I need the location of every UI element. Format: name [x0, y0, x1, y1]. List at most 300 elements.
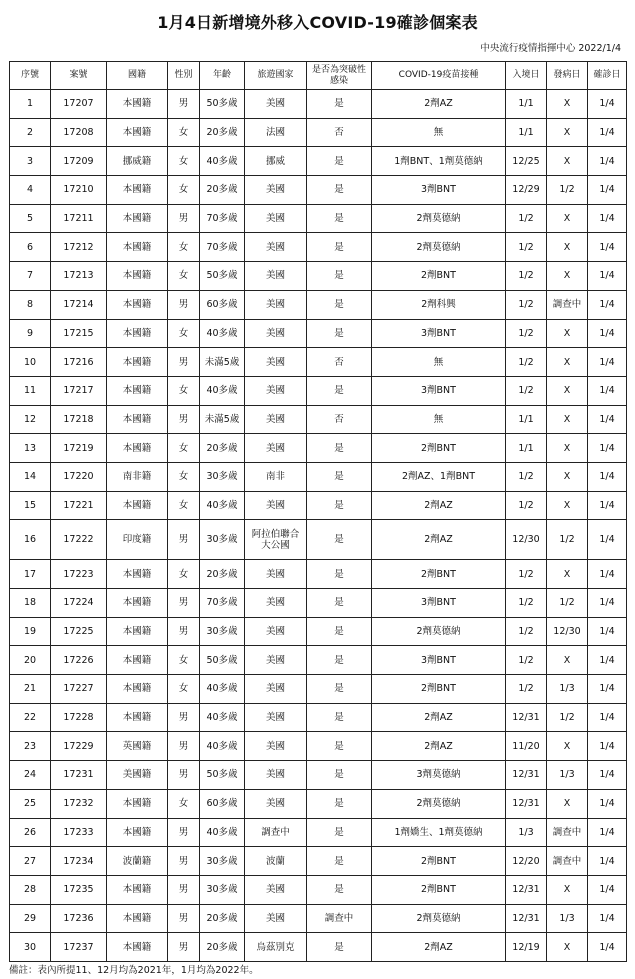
cell-travel-country: 美國	[245, 732, 307, 761]
cell-case-number: 17223	[51, 560, 107, 589]
cell-breakthrough: 是	[307, 204, 372, 233]
cell-nationality: 本國籍	[107, 703, 168, 732]
cell-entry-date: 1/2	[506, 589, 547, 618]
cell-nationality: 波蘭籍	[107, 847, 168, 876]
cell-sex: 女	[168, 118, 200, 147]
cell-nationality: 本國籍	[107, 90, 168, 119]
cell-breakthrough: 是	[307, 147, 372, 176]
table-row	[10, 560, 627, 589]
cell-breakthrough: 是	[307, 875, 372, 904]
cell-onset-date: X	[547, 560, 588, 589]
cell-vaccine: 3劑BNT	[372, 319, 506, 348]
cell-entry-date: 12/31	[506, 875, 547, 904]
cell-vaccine: 2劑BNT	[372, 262, 506, 291]
cell-onset-date: 1/2	[547, 703, 588, 732]
cell-age: 70多歲	[200, 589, 245, 618]
cell-breakthrough: 是	[307, 434, 372, 463]
cell-entry-date: 1/1	[506, 434, 547, 463]
cell-sex: 女	[168, 147, 200, 176]
table-row	[10, 789, 627, 818]
cell-case-number: 17224	[51, 589, 107, 618]
cell-breakthrough: 否	[307, 405, 372, 434]
cell-onset-date: X	[547, 90, 588, 119]
cell-entry-date: 1/2	[506, 262, 547, 291]
cell-age: 30多歲	[200, 462, 245, 491]
cell-vaccine: 2劑BNT	[372, 560, 506, 589]
cell-nationality: 本國籍	[107, 617, 168, 646]
cell-onset-date: X	[547, 405, 588, 434]
cell-breakthrough: 否	[307, 348, 372, 377]
cell-breakthrough: 是	[307, 491, 372, 520]
cell-case-number: 17235	[51, 875, 107, 904]
cell-confirm-date: 1/4	[588, 491, 627, 520]
cell-entry-date: 1/1	[506, 118, 547, 147]
cell-vaccine: 2劑莫德納	[372, 204, 506, 233]
cell-travel-country: 美國	[245, 675, 307, 704]
cell-case-number: 17211	[51, 204, 107, 233]
cell-vaccine: 3劑BNT	[372, 646, 506, 675]
cell-case-number: 17229	[51, 732, 107, 761]
cell-entry-date: 1/2	[506, 319, 547, 348]
table-row	[10, 847, 627, 876]
cell-entry-date: 1/2	[506, 560, 547, 589]
cell-sex: 女	[168, 319, 200, 348]
cell-entry-date: 1/2	[506, 348, 547, 377]
cell-confirm-date: 1/4	[588, 90, 627, 119]
cell-sex: 男	[168, 90, 200, 119]
cell-index: 24	[10, 761, 51, 790]
cell-index: 20	[10, 646, 51, 675]
cell-onset-date: X	[547, 789, 588, 818]
cell-age: 40多歲	[200, 732, 245, 761]
cell-vaccine: 2劑莫德納	[372, 617, 506, 646]
cell-breakthrough: 是	[307, 646, 372, 675]
cell-nationality: 本國籍	[107, 904, 168, 933]
cell-confirm-date: 1/4	[588, 176, 627, 205]
cell-entry-date: 1/1	[506, 90, 547, 119]
cell-onset-date: 1/2	[547, 589, 588, 618]
cell-travel-country: 美國	[245, 405, 307, 434]
cell-onset-date: X	[547, 147, 588, 176]
cell-sex: 男	[168, 703, 200, 732]
cell-sex: 男	[168, 818, 200, 847]
cell-onset-date: 調查中	[547, 290, 588, 319]
cell-nationality: 本國籍	[107, 589, 168, 618]
cell-vaccine: 2劑科興	[372, 290, 506, 319]
cell-confirm-date: 1/4	[588, 118, 627, 147]
cell-vaccine: 2劑莫德納	[372, 904, 506, 933]
cell-age: 20多歲	[200, 560, 245, 589]
cell-nationality: 本國籍	[107, 675, 168, 704]
cell-sex: 女	[168, 434, 200, 463]
cell-entry-date: 12/31	[506, 904, 547, 933]
cell-confirm-date: 1/4	[588, 617, 627, 646]
cell-case-number: 17236	[51, 904, 107, 933]
cell-confirm-date: 1/4	[588, 589, 627, 618]
header-breakthrough: 是否為突破性感染	[307, 62, 372, 90]
cell-age: 40多歲	[200, 147, 245, 176]
cell-travel-country: 美國	[245, 204, 307, 233]
cell-onset-date: 1/3	[547, 761, 588, 790]
cell-vaccine: 2劑莫德納	[372, 233, 506, 262]
cell-travel-country: 南非	[245, 462, 307, 491]
cell-confirm-date: 1/4	[588, 405, 627, 434]
cell-index: 29	[10, 904, 51, 933]
table-row	[10, 491, 627, 520]
cell-age: 40多歲	[200, 818, 245, 847]
cell-breakthrough: 是	[307, 732, 372, 761]
cell-case-number: 17212	[51, 233, 107, 262]
cell-travel-country: 美國	[245, 761, 307, 790]
cell-confirm-date: 1/4	[588, 147, 627, 176]
cell-vaccine: 2劑AZ	[372, 90, 506, 119]
cell-nationality: 南非籍	[107, 462, 168, 491]
cell-travel-country: 美國	[245, 617, 307, 646]
cell-nationality: 本國籍	[107, 491, 168, 520]
header-onset-date: 發病日	[547, 62, 588, 90]
cell-case-number: 17208	[51, 118, 107, 147]
table-row	[10, 118, 627, 147]
cell-sex: 女	[168, 233, 200, 262]
cell-case-number: 17221	[51, 491, 107, 520]
cell-vaccine: 2劑AZ	[372, 732, 506, 761]
cell-onset-date: X	[547, 462, 588, 491]
table-header-row	[10, 62, 627, 90]
header-travel-country: 旅遊國家	[245, 62, 307, 90]
cell-confirm-date: 1/4	[588, 520, 627, 560]
cell-travel-country: 烏茲別克	[245, 933, 307, 962]
cell-confirm-date: 1/4	[588, 560, 627, 589]
cell-case-number: 17216	[51, 348, 107, 377]
cell-onset-date: X	[547, 646, 588, 675]
cell-sex: 男	[168, 904, 200, 933]
cell-age: 60多歲	[200, 290, 245, 319]
header-vaccine: COVID-19疫苗接種	[372, 62, 506, 90]
cell-confirm-date: 1/4	[588, 434, 627, 463]
cell-breakthrough: 是	[307, 703, 372, 732]
cell-onset-date: X	[547, 376, 588, 405]
cell-case-number: 17237	[51, 933, 107, 962]
cell-vaccine: 2劑BNT	[372, 847, 506, 876]
cell-breakthrough: 是	[307, 933, 372, 962]
cell-entry-date: 12/25	[506, 147, 547, 176]
cell-index: 1	[10, 90, 51, 119]
cell-confirm-date: 1/4	[588, 818, 627, 847]
cell-case-number: 17209	[51, 147, 107, 176]
cell-travel-country: 挪威	[245, 147, 307, 176]
cell-travel-country: 美國	[245, 646, 307, 675]
cell-entry-date: 12/31	[506, 789, 547, 818]
cell-breakthrough: 是	[307, 233, 372, 262]
cell-travel-country: 美國	[245, 703, 307, 732]
cell-case-number: 17226	[51, 646, 107, 675]
cell-sex: 女	[168, 376, 200, 405]
cell-nationality: 本國籍	[107, 376, 168, 405]
cell-sex: 女	[168, 176, 200, 205]
cell-confirm-date: 1/4	[588, 376, 627, 405]
cell-index: 5	[10, 204, 51, 233]
cell-travel-country: 美國	[245, 90, 307, 119]
cell-entry-date: 12/19	[506, 933, 547, 962]
cell-case-number: 17215	[51, 319, 107, 348]
cell-index: 22	[10, 703, 51, 732]
table-row	[10, 675, 627, 704]
cell-case-number: 17213	[51, 262, 107, 291]
cell-breakthrough: 是	[307, 176, 372, 205]
table-row	[10, 646, 627, 675]
cell-travel-country: 美國	[245, 176, 307, 205]
cell-case-number: 17225	[51, 617, 107, 646]
cell-entry-date: 1/2	[506, 204, 547, 233]
cell-nationality: 本國籍	[107, 233, 168, 262]
table-row	[10, 233, 627, 262]
cell-nationality: 本國籍	[107, 560, 168, 589]
cell-age: 40多歲	[200, 675, 245, 704]
cell-onset-date: 1/3	[547, 904, 588, 933]
cell-confirm-date: 1/4	[588, 262, 627, 291]
cell-travel-country: 美國	[245, 290, 307, 319]
cell-index: 12	[10, 405, 51, 434]
cell-onset-date: X	[547, 491, 588, 520]
cell-vaccine: 2劑AZ	[372, 703, 506, 732]
cell-index: 11	[10, 376, 51, 405]
cell-index: 10	[10, 348, 51, 377]
cell-vaccine: 無	[372, 405, 506, 434]
cell-travel-country: 阿拉伯聯合大公國	[245, 520, 307, 560]
cell-age: 20多歲	[200, 933, 245, 962]
cell-nationality: 本國籍	[107, 646, 168, 675]
cell-sex: 女	[168, 262, 200, 291]
cell-entry-date: 1/2	[506, 376, 547, 405]
cell-travel-country: 美國	[245, 233, 307, 262]
cell-case-number: 17231	[51, 761, 107, 790]
cell-nationality: 本國籍	[107, 933, 168, 962]
cell-case-number: 17220	[51, 462, 107, 491]
cell-age: 未滿5歲	[200, 405, 245, 434]
cell-travel-country: 美國	[245, 875, 307, 904]
cell-entry-date: 1/2	[506, 617, 547, 646]
cell-entry-date: 1/2	[506, 290, 547, 319]
header-confirm-date: 確診日	[588, 62, 627, 90]
cell-breakthrough: 是	[307, 789, 372, 818]
cell-nationality: 本國籍	[107, 204, 168, 233]
cell-vaccine: 2劑BNT	[372, 675, 506, 704]
cell-onset-date: X	[547, 875, 588, 904]
cell-sex: 女	[168, 789, 200, 818]
cell-case-number: 17233	[51, 818, 107, 847]
cell-age: 40多歲	[200, 491, 245, 520]
cell-sex: 女	[168, 560, 200, 589]
cell-sex: 男	[168, 761, 200, 790]
cell-index: 19	[10, 617, 51, 646]
cell-age: 50多歲	[200, 90, 245, 119]
table-row	[10, 875, 627, 904]
table-row	[10, 90, 627, 119]
cell-index: 23	[10, 732, 51, 761]
cell-breakthrough: 是	[307, 560, 372, 589]
cell-travel-country: 美國	[245, 560, 307, 589]
cell-confirm-date: 1/4	[588, 319, 627, 348]
cell-travel-country: 美國	[245, 348, 307, 377]
cell-sex: 男	[168, 875, 200, 904]
cell-travel-country: 美國	[245, 434, 307, 463]
cell-confirm-date: 1/4	[588, 789, 627, 818]
cell-sex: 男	[168, 617, 200, 646]
cell-index: 3	[10, 147, 51, 176]
cell-onset-date: X	[547, 348, 588, 377]
table-row	[10, 348, 627, 377]
cell-breakthrough: 是	[307, 589, 372, 618]
cell-breakthrough: 是	[307, 675, 372, 704]
cell-onset-date: X	[547, 233, 588, 262]
cell-confirm-date: 1/4	[588, 348, 627, 377]
cell-confirm-date: 1/4	[588, 233, 627, 262]
cell-onset-date: X	[547, 319, 588, 348]
table-row	[10, 147, 627, 176]
cell-confirm-date: 1/4	[588, 462, 627, 491]
cell-vaccine: 1劑BNT、1劑莫德納	[372, 147, 506, 176]
cell-case-number: 17219	[51, 434, 107, 463]
cell-breakthrough: 是	[307, 319, 372, 348]
cell-index: 16	[10, 520, 51, 560]
cell-onset-date: X	[547, 204, 588, 233]
cell-onset-date: 1/2	[547, 520, 588, 560]
cell-age: 30多歲	[200, 875, 245, 904]
table-row	[10, 703, 627, 732]
cell-onset-date: X	[547, 732, 588, 761]
cell-age: 20多歲	[200, 176, 245, 205]
cell-case-number: 17227	[51, 675, 107, 704]
cell-entry-date: 1/1	[506, 405, 547, 434]
cell-travel-country: 美國	[245, 589, 307, 618]
cell-index: 27	[10, 847, 51, 876]
cell-sex: 男	[168, 589, 200, 618]
cell-breakthrough: 是	[307, 761, 372, 790]
cell-index: 28	[10, 875, 51, 904]
cell-entry-date: 12/29	[506, 176, 547, 205]
cell-age: 30多歲	[200, 617, 245, 646]
cell-travel-country: 美國	[245, 319, 307, 348]
cell-breakthrough: 調查中	[307, 904, 372, 933]
cell-age: 40多歲	[200, 703, 245, 732]
cell-travel-country: 波蘭	[245, 847, 307, 876]
header-sex: 性別	[168, 62, 200, 90]
cell-age: 30多歲	[200, 847, 245, 876]
table-row	[10, 262, 627, 291]
cell-travel-country: 美國	[245, 491, 307, 520]
cell-breakthrough: 否	[307, 118, 372, 147]
table-row	[10, 617, 627, 646]
cell-nationality: 本國籍	[107, 434, 168, 463]
cell-onset-date: X	[547, 434, 588, 463]
table-row	[10, 462, 627, 491]
cell-travel-country: 法國	[245, 118, 307, 147]
cell-breakthrough: 是	[307, 617, 372, 646]
cell-confirm-date: 1/4	[588, 732, 627, 761]
table-row	[10, 376, 627, 405]
cell-nationality: 美國籍	[107, 761, 168, 790]
cell-nationality: 本國籍	[107, 118, 168, 147]
cell-nationality: 挪威籍	[107, 147, 168, 176]
cell-confirm-date: 1/4	[588, 904, 627, 933]
cell-travel-country: 美國	[245, 262, 307, 291]
table-row	[10, 434, 627, 463]
cell-sex: 男	[168, 933, 200, 962]
cell-age: 20多歲	[200, 434, 245, 463]
table-row	[10, 761, 627, 790]
cell-confirm-date: 1/4	[588, 933, 627, 962]
cell-nationality: 本國籍	[107, 875, 168, 904]
cell-index: 6	[10, 233, 51, 262]
cell-index: 9	[10, 319, 51, 348]
cell-breakthrough: 是	[307, 262, 372, 291]
cell-entry-date: 1/2	[506, 491, 547, 520]
cell-nationality: 本國籍	[107, 405, 168, 434]
cell-sex: 男	[168, 520, 200, 560]
cell-entry-date: 11/20	[506, 732, 547, 761]
cell-sex: 男	[168, 348, 200, 377]
cell-age: 30多歲	[200, 520, 245, 560]
table-row	[10, 818, 627, 847]
cell-confirm-date: 1/4	[588, 646, 627, 675]
cell-vaccine: 2劑BNT	[372, 434, 506, 463]
cell-confirm-date: 1/4	[588, 761, 627, 790]
cell-index: 21	[10, 675, 51, 704]
cell-entry-date: 12/31	[506, 703, 547, 732]
cell-index: 8	[10, 290, 51, 319]
cell-index: 30	[10, 933, 51, 962]
cell-age: 20多歲	[200, 118, 245, 147]
cell-age: 60多歲	[200, 789, 245, 818]
cell-case-number: 17234	[51, 847, 107, 876]
cell-travel-country: 調查中	[245, 818, 307, 847]
cell-confirm-date: 1/4	[588, 847, 627, 876]
cell-vaccine: 3劑BNT	[372, 176, 506, 205]
cell-sex: 男	[168, 732, 200, 761]
cell-index: 26	[10, 818, 51, 847]
cell-entry-date: 12/31	[506, 761, 547, 790]
cell-travel-country: 美國	[245, 904, 307, 933]
cell-sex: 女	[168, 462, 200, 491]
cell-confirm-date: 1/4	[588, 675, 627, 704]
cell-onset-date: X	[547, 262, 588, 291]
cell-case-number: 17232	[51, 789, 107, 818]
cell-nationality: 印度籍	[107, 520, 168, 560]
cell-confirm-date: 1/4	[588, 875, 627, 904]
cell-vaccine: 2劑AZ、1劑BNT	[372, 462, 506, 491]
cell-index: 2	[10, 118, 51, 147]
cell-age: 70多歲	[200, 233, 245, 262]
cell-confirm-date: 1/4	[588, 703, 627, 732]
cell-onset-date: 12/30	[547, 617, 588, 646]
cell-sex: 男	[168, 405, 200, 434]
cell-onset-date: X	[547, 118, 588, 147]
cell-vaccine: 2劑AZ	[372, 933, 506, 962]
cell-vaccine: 2劑BNT	[372, 875, 506, 904]
cell-entry-date: 1/2	[506, 675, 547, 704]
cell-breakthrough: 是	[307, 818, 372, 847]
cell-entry-date: 1/3	[506, 818, 547, 847]
footnote: 備註：表內所提11、12月均為2021年，1月均為2022年。	[9, 965, 259, 976]
table-row	[10, 904, 627, 933]
header-entry-date: 入境日	[506, 62, 547, 90]
cell-sex: 女	[168, 491, 200, 520]
cell-case-number: 17217	[51, 376, 107, 405]
table-row	[10, 405, 627, 434]
cell-index: 14	[10, 462, 51, 491]
table-row	[10, 319, 627, 348]
header-nationality: 國籍	[107, 62, 168, 90]
